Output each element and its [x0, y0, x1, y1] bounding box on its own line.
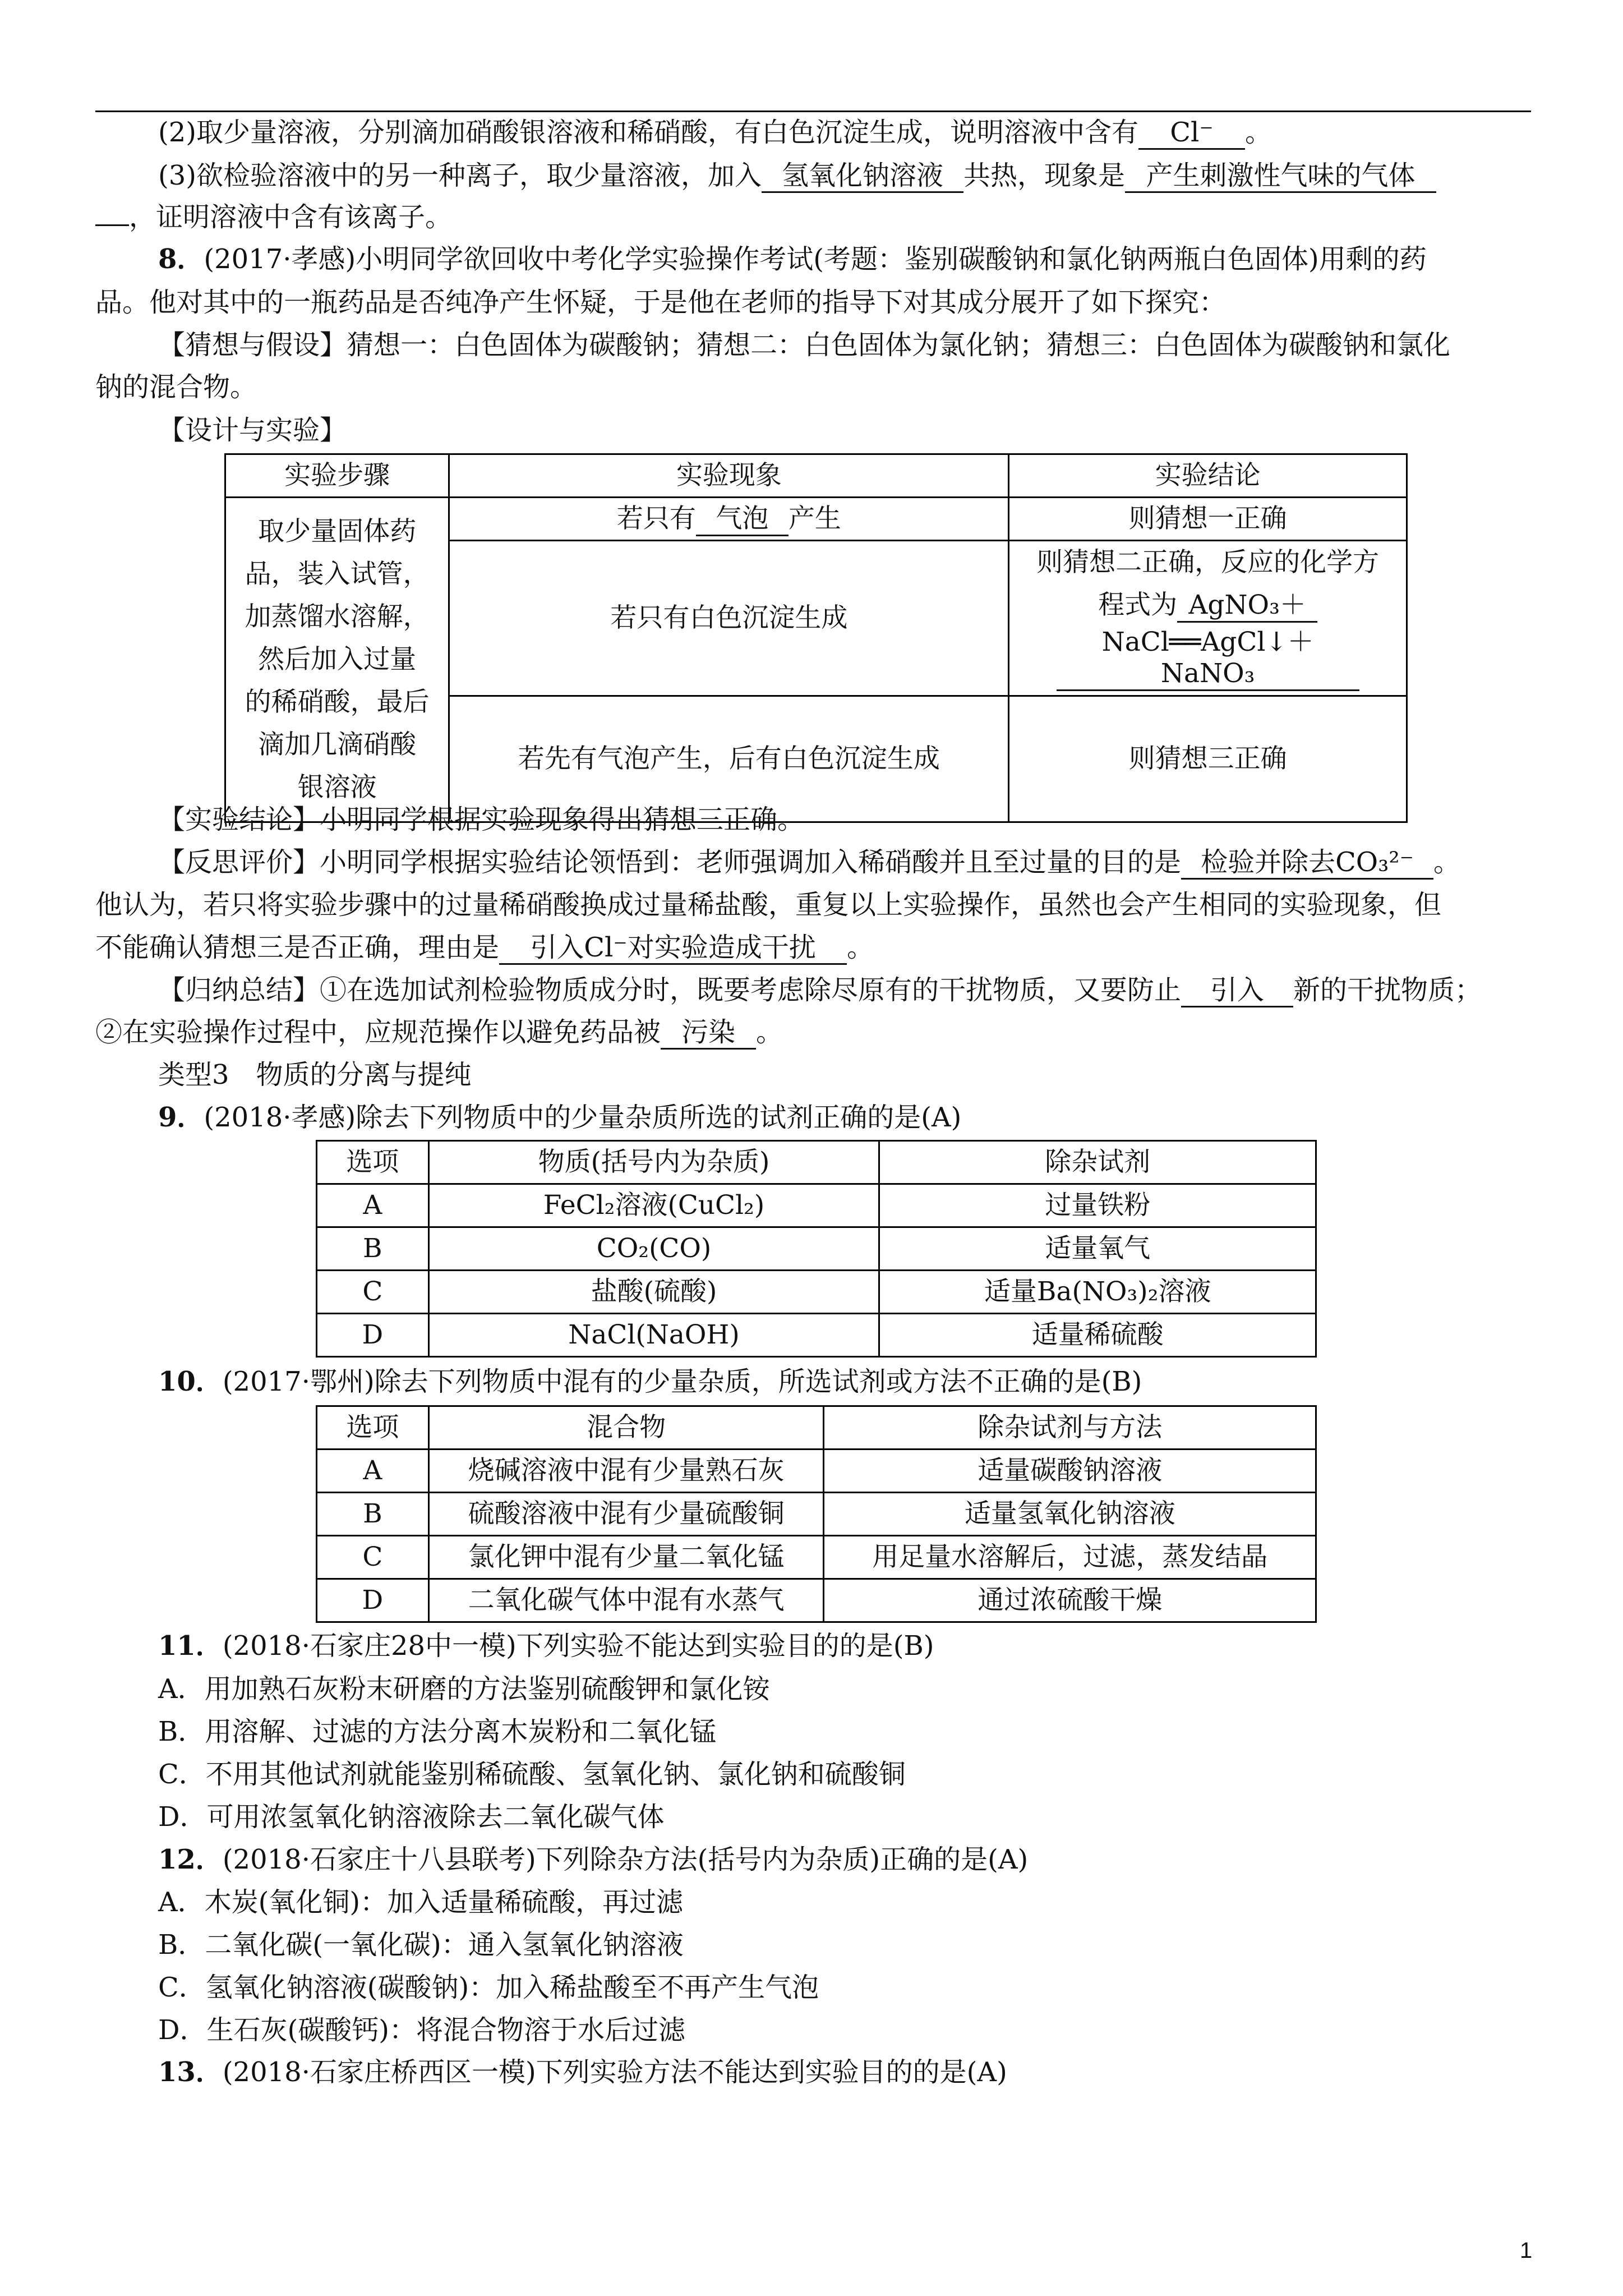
experiment-row1-phenomenon [449, 498, 1009, 541]
q10-stem [0, 1365, 1623, 1398]
q10-cell: 适量碳酸钠溶液 [824, 1450, 1316, 1493]
experiment-table [224, 453, 1408, 823]
q8-design-label: 【设计与实验】 [158, 415, 347, 446]
q12-option: C．氢氧化钠溶液(碳酸钠)：加入稀盐酸至不再产生气泡 [158, 1972, 819, 2003]
experiment-row1-conclusion: 则猜想一正确 [1009, 498, 1407, 541]
q10-cell: 二氧化碳气体中混有水蒸气 [428, 1579, 824, 1622]
q11-option: D．可用浓氢氧化钠溶液除去二氧化碳气体 [158, 1801, 665, 1833]
row2-concl-answer2: NaCl══AgCl↓＋NaNO₃ [1057, 627, 1359, 691]
q10-header-cell: 混合物 [428, 1406, 824, 1450]
experiment-row3-phenomenon: 若先有气泡产生，后有白色沉淀生成 [449, 696, 1009, 822]
row2-concl-line3 [1014, 627, 1401, 695]
q9-header-cell: 物质(括号内为杂质) [428, 1141, 879, 1184]
q10-cell: 通过浓硫酸干燥 [824, 1579, 1316, 1622]
q8-conclusion [0, 803, 1623, 836]
experiment-step-line: 加蒸馏水溶解， [245, 601, 430, 632]
q7-part3-answer2-tail [95, 224, 129, 226]
experiment-step-line: 然后加入过量 [258, 644, 417, 675]
q7-part3-answer1: 氢氧化钠溶液 [762, 160, 963, 193]
experiment-step-cell [225, 498, 449, 822]
q8-intro-line2: 品。他对其中的一瓶药品是否纯净产生怀疑，于是他在老师的指导下对其成分展开了如下探究： [95, 287, 1227, 318]
type3-heading: 类型3 物质的分离与提纯 [158, 1059, 472, 1091]
q10-header-row [317, 1406, 1316, 1450]
q7-part2 [0, 116, 1623, 150]
table-row [317, 1579, 1316, 1622]
table-row [317, 1493, 1316, 1536]
q9-cell: B [317, 1227, 429, 1271]
table-row [317, 1536, 1316, 1579]
q9-number: 9． [158, 1102, 204, 1133]
q9-cell: A [317, 1184, 429, 1227]
q10-header-cell: 选项 [317, 1406, 429, 1450]
q10-stem-text: (2017·鄂州)除去下列物质中混有的少量杂质，所选试剂或方法不正确的是(B) [222, 1366, 1142, 1397]
q9-header-cell: 选项 [317, 1141, 429, 1184]
q10-header-cell: 除杂试剂与方法 [824, 1406, 1316, 1450]
q8-reflect-answer2: 引入Cl⁻对实验造成干扰 [499, 932, 847, 965]
row2-concl-line1: 则猜想二正确，反应的化学方 [1036, 547, 1380, 578]
experiment-step-line: 取少量固体药 [258, 516, 417, 547]
q10-cell: B [317, 1493, 429, 1536]
q10-cell: 氯化钾中混有少量二氧化锰 [428, 1536, 824, 1579]
q9-cell: 适量Ba(NO₃)₂溶液 [879, 1271, 1316, 1314]
q8-hypothesis-line2: 钠的混合物。 [95, 371, 257, 403]
q9-cell: FeCl₂溶液(CuCl₂) [428, 1184, 879, 1227]
q10-cell: C [317, 1536, 429, 1579]
q7-part3-answer2: 产生刺激性气味的气体 [1125, 160, 1436, 193]
row1-phen-answer: 气泡 [696, 503, 789, 536]
q12-number: 12． [158, 1844, 223, 1875]
q10-cell: 用足量水溶解后，过滤，蒸发结晶 [824, 1536, 1316, 1579]
q9-table [316, 1140, 1317, 1358]
q11-number: 11． [158, 1630, 223, 1662]
experiment-header-phenomenon: 实验现象 [449, 454, 1009, 498]
q10-cell: A [317, 1450, 429, 1493]
q7-part3-text: (3)欲检验溶液中的另一种离子，取少量溶液，加入 [158, 160, 762, 191]
q9-cell: D [317, 1314, 429, 1357]
q10-table [316, 1405, 1317, 1623]
row2-concl-line2 [1014, 584, 1401, 627]
q9-stem [0, 1101, 1623, 1134]
row2-concl-pre: 程式为 [1098, 590, 1178, 620]
table-row [317, 1227, 1316, 1271]
q11-stem [0, 1629, 1623, 1663]
page-number: 1 [1520, 2238, 1533, 2263]
q8-hypothesis-line1 [0, 328, 1623, 362]
row1-phen-post: 产生 [788, 503, 841, 534]
q9-stem-text: (2018·孝感)除去下列物质中的少量杂质所选的试剂正确的是(A) [204, 1102, 962, 1133]
q9-cell: CO₂(CO) [428, 1227, 879, 1271]
q13-stem [0, 2055, 1623, 2089]
q9-header-cell: 除杂试剂 [879, 1141, 1316, 1184]
table-row [317, 1271, 1316, 1314]
q10-cell: 硫酸溶液中混有少量硫酸铜 [428, 1493, 824, 1536]
header-rule [95, 111, 1531, 112]
experiment-row2-phenomenon: 若只有白色沉淀生成 [449, 541, 1009, 696]
q8-summary-line1 [0, 973, 1623, 1007]
q8-hypothesis-label: 【猜想与假设】 [158, 329, 347, 361]
q8-hypothesis-text1: 猜想一：白色固体为碳酸钠；猜想二：白色固体为氯化钠；猜想三：白色固体为碳酸钠和氯化 [347, 329, 1451, 361]
q8-number: 8． [158, 243, 204, 275]
row2-concl-answer1: AgNO₃＋ [1177, 590, 1317, 623]
experiment-row-1 [225, 498, 1407, 541]
q10-cell: 适量氢氧化钠溶液 [824, 1493, 1316, 1536]
q10-cell: 烧碱溶液中混有少量熟石灰 [428, 1450, 824, 1493]
q8-reflect-end1: 。 [1433, 846, 1461, 878]
q8-reflect-line1 [0, 845, 1623, 880]
q13-number: 13． [158, 2056, 223, 2088]
q7-part2-text: (2)取少量溶液，分别滴加硝酸银溶液和稀硝酸，有白色沉淀生成，说明溶液中含有 [158, 117, 1138, 148]
experiment-step-line: 的稀硝酸，最后 [245, 687, 430, 717]
q13-stem-text: (2018·石家庄桥西区一模)下列实验方法不能达到实验目的的是(A) [222, 2056, 1007, 2088]
q8-conclusion-label: 【实验结论】 [158, 804, 320, 835]
table-row [317, 1450, 1316, 1493]
q8-reflect-text3: 不能确认猜想三是否正确，理由是 [95, 932, 500, 963]
experiment-step-line: 银溶液 [297, 772, 377, 803]
q8-conclusion-text: 小明同学根据实验现象得出猜想三正确。 [320, 804, 805, 835]
q8-reflect-answer1: 检验并除去CO₃²⁻ [1181, 846, 1433, 880]
q12-option: A．木炭(氧化铜)：加入适量稀硫酸，再过滤 [158, 1887, 684, 1918]
q8-reflect-text1: 小明同学根据实验结论领悟到：老师强调加入稀硝酸并且至过量的目的是 [320, 846, 1182, 878]
q11-option: B．用溶解、过滤的方法分离木炭粉和二氧化锰 [158, 1716, 717, 1747]
q7-part2-answer: Cl⁻ [1138, 117, 1245, 150]
table-row [317, 1184, 1316, 1227]
q11-stem-text: (2018·石家庄28中一模)下列实验不能达到实验目的的是(B) [222, 1630, 934, 1662]
experiment-header-row [225, 454, 1407, 498]
q9-cell: 适量氧气 [879, 1227, 1316, 1271]
q10-cell: D [317, 1579, 429, 1622]
q7-part3-cont [0, 200, 1623, 234]
q8-summary-label: 【归纳总结】 [158, 974, 320, 1006]
q12-stem-text: (2018·石家庄十八县联考)下列除杂方法(括号内为杂质)正确的是(A) [222, 1844, 1029, 1875]
q8-summary-text1: ①在选加试剂检验物质成分时，既要考虑除尽原有的干扰物质，又要防止 [320, 974, 1182, 1006]
q9-cell: NaCl(NaOH) [428, 1314, 879, 1357]
q12-option: D．生石灰(碳酸钙)：将混合物溶于水后过滤 [158, 2014, 685, 2046]
q8-summary-answer2: 污染 [661, 1016, 756, 1050]
q8-summary-line2 [0, 1015, 1623, 1050]
row1-phen-pre: 若只有 [616, 503, 696, 534]
q8-reflect-end3: 。 [847, 932, 874, 963]
q8-summary-text2: ②在实验操作过程中，应规范操作以避免药品被 [95, 1016, 661, 1048]
q9-cell: 盐酸(硫酸) [428, 1271, 879, 1314]
q8-summary-end2: 。 [756, 1016, 783, 1048]
q10-number: 10． [158, 1366, 223, 1397]
q12-option: B．二氧化碳(一氧化碳)：通入氢氧化钠溶液 [158, 1929, 684, 1961]
q8-summary-end1: 新的干扰物质； [1293, 974, 1482, 1006]
q9-header-row [317, 1141, 1316, 1184]
experiment-header-step: 实验步骤 [225, 454, 449, 498]
q7-part2-end: 。 [1245, 117, 1272, 148]
experiment-step-line: 滴加几滴硝酸 [258, 729, 417, 760]
q7-part3-mid: 共热，现象是 [963, 160, 1126, 191]
q8-summary-answer1: 引入 [1181, 974, 1293, 1007]
q8-intro-line1 [0, 242, 1623, 276]
q9-cell: 过量铁粉 [879, 1184, 1316, 1227]
q12-stem [0, 1843, 1623, 1876]
q9-cell: C [317, 1271, 429, 1314]
q8-reflect-label: 【反思评价】 [158, 846, 320, 878]
q11-option: A．用加熟石灰粉末研磨的方法鉴别硫酸钾和氯化铵 [158, 1673, 770, 1705]
table-row [317, 1314, 1316, 1357]
q7-part3-end: ，证明溶液中含有该离子。 [129, 201, 453, 233]
q7-part3 [0, 159, 1623, 193]
q9-cell: 适量稀硫酸 [879, 1314, 1316, 1357]
q11-option: C．不用其他试剂就能鉴别稀硫酸、氢氧化钠、氯化钠和硫酸铜 [158, 1759, 906, 1790]
experiment-row2-conclusion [1009, 541, 1407, 696]
q8-intro-text1: (2017·孝感)小明同学欲回收中考化学实验操作考试(考题：鉴别碳酸钠和氯化钠两瓶白色固体)用剩的药 [204, 243, 1427, 275]
experiment-row3-conclusion: 则猜想三正确 [1009, 696, 1407, 822]
experiment-header-conclusion: 实验结论 [1009, 454, 1407, 498]
q8-reflect-line2: 他认为，若只将实验步骤中的过量稀硝酸换成过量稀盐酸，重复以上实验操作，虽然也会产生相同的实验现象，但 [95, 889, 1442, 921]
q8-reflect-line3 [0, 931, 1623, 965]
experiment-step-line: 品，装入试管， [245, 559, 430, 590]
